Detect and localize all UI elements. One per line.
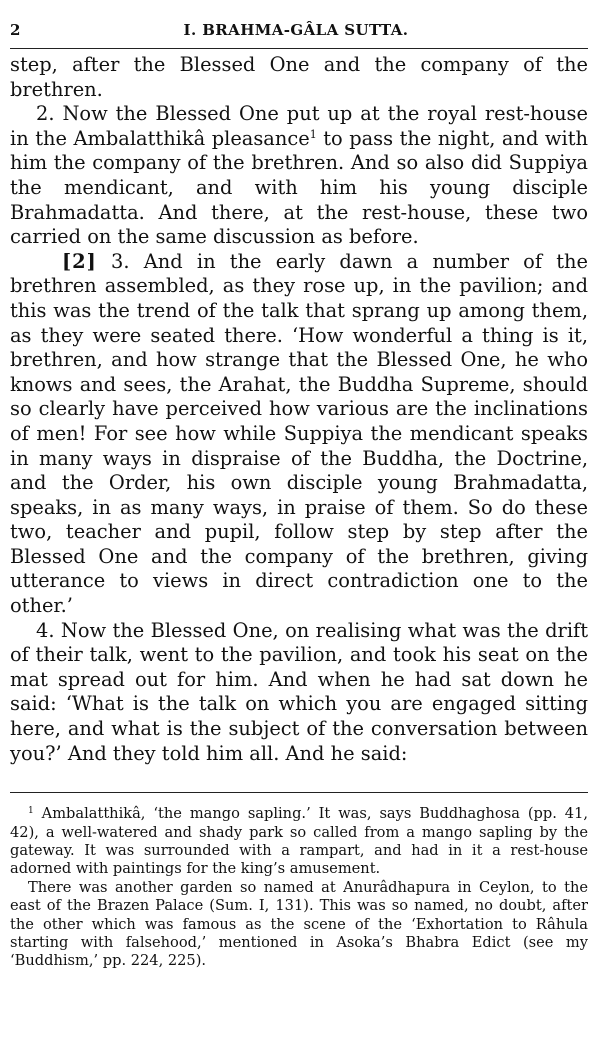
paragraph-continuation: step, after the Blessed One and the company of the brethren.	[10, 53, 588, 101]
paragraph-2-text-a: 2. Now the Blessed One put up at the royal rest-house in the Ambalatthikâ pleasance	[10, 102, 588, 150]
footnote-1	[10, 805, 588, 879]
page-number: 2	[10, 21, 21, 39]
paragraph-4: 4. Now the Blessed One, on realising what was the drift of their talk, went to the pavilion, and took his seat on the mat spread out for him. And when he had sat down he said: ‘What is the talk on which you are engaged sitting here, and what is the subject of the conversation between you?’ And they told him all. And he said:	[10, 618, 588, 765]
footnote-rule	[10, 792, 588, 793]
body-text	[10, 53, 588, 766]
paragraph-2-text-b: to pass the night, and with him the company of the brethren. And so also did Suppiya the mendicant, and with him his young disciple Brahmadatta. And there, at the rest-house, these two carried on the same discussion as before.	[10, 126, 588, 249]
footnote-1-continuation: There was another garden so named at Anurâdhapura in Ceylon, to the east of the Brazen Palace (Sum. I, 131). This was so named, no doubt, after the other which was famous as the scene of the ‘Exhortation to Râhula starting with falsehood,’ mentioned in Asoka’s Bhabra Edict (see my ‘Buddhism,’ pp. 224, 225).	[10, 878, 588, 970]
running-head	[10, 18, 588, 42]
running-title: I. BRAHMA-GÂLA SUTTA.	[183, 21, 409, 39]
paragraph-3-text: 3. And in the early dawn a number of the brethren assembled, as they rose up, in the pavilion; and this was the trend of the talk that sprang up among them, as they were seated there. ‘How wonderful a thing is it, brethren, and how strange that the Blessed One, he who knows and sees, the Arahat, the Buddha Supreme, should so clearly have perceived how various are the inclinations of men! For see how while Suppiya the mendicant speaks in many ways in dispraise of the Buddha, the Doctrine, and the Order, his own disciple young Brahmadatta, speaks, in as many ways, in praise of them. So do these two, teacher and pupil, follow step by step after the Blessed One and the company of the brethren, giving utterance to views in direct contradiction one to the other.’	[10, 249, 588, 618]
header-rule	[10, 48, 588, 49]
footnote-1-text: Ambalatthikâ, ‘the mango sapling.’ It was, says Buddhaghosa (pp. 41, 42), a well-watered and shady park so called from a mango sapling by the gateway. It was surrounded with a rampart, and had in it a rest-house adorned with paintings for the king’s amusement.	[10, 805, 588, 878]
paragraph-3	[10, 250, 588, 619]
footnotes	[10, 805, 588, 971]
page-reference-marker: [2]	[62, 249, 97, 273]
paragraph-2	[10, 102, 588, 250]
footnote-reference: 1	[309, 127, 317, 141]
footnote-mark: 1	[28, 806, 34, 817]
